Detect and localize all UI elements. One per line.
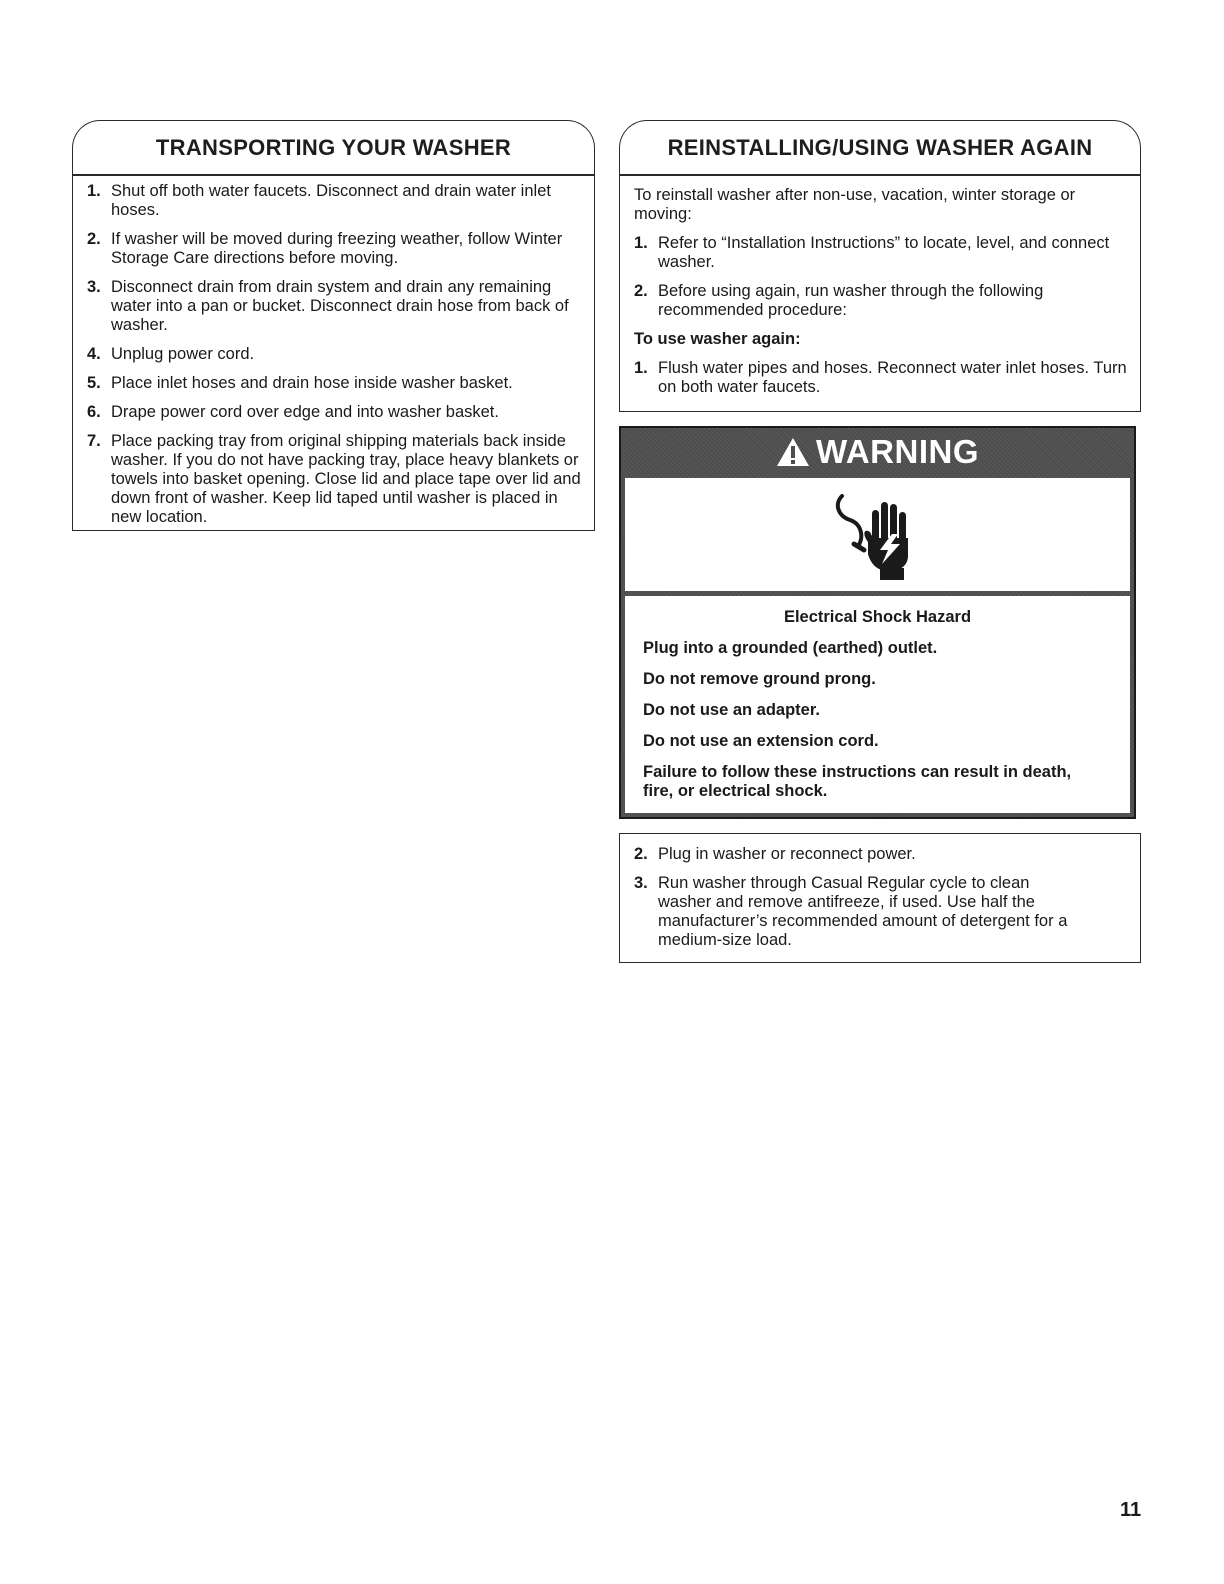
reinstalling-intro: To reinstall washer after non-use, vacation, winter storage or moving: [634, 186, 1076, 223]
list-item: 3. Disconnect drain from drain system and drain any remaining water into a pan or bucket. Disconnect drain hose from back of washer. [87, 278, 569, 334]
list-item: 1. Flush water pipes and hoses. Reconnect water inlet hoses. Turn on both water faucets. [634, 359, 1127, 396]
transporting-section [72, 120, 595, 531]
transporting-box [72, 174, 595, 531]
warning-line: Do not use an extension cord. [643, 732, 879, 750]
warning-line: Do not use an adapter. [643, 701, 820, 719]
use-washer-again-subheading: To use washer again: [634, 330, 801, 348]
reinstalling-title: REINSTALLING/USING WASHER AGAIN [667, 134, 1093, 160]
warning-text-panel [625, 596, 1130, 813]
hazard-title: Electrical Shock Hazard [783, 608, 972, 626]
warning-box [619, 426, 1136, 819]
list-item: 1. Refer to “Installation Instructions” to locate, level, and connect washer. [634, 234, 1110, 271]
warning-triangle-icon [776, 437, 810, 467]
list-item: 7. Place packing tray from original shipping materials back inside washer. If you do not have packing tray, place heavy blankets or towels into basket opening. Close lid and place tape over lid and down front of washer. Keep lid taped until washer is placed in new location. [87, 432, 581, 526]
continued-steps-box [619, 833, 1141, 963]
warning-line: Plug into a grounded (earthed) outlet. [643, 639, 938, 657]
list-item: 3. Run washer through Casual Regular cycle to clean washer and remove antifreeze, if used. Use half the manufacturer’s recommended amount of detergent for a medium-size load. [634, 874, 1068, 949]
list-item: 2. Plug in washer or reconnect power. [634, 845, 916, 863]
list-item: 5. Place inlet hoses and drain hose inside washer basket. [87, 374, 513, 392]
transporting-steps [87, 182, 584, 527]
list-item: 6. Drape power cord over edge and into washer basket. [87, 403, 499, 421]
transporting-title: TRANSPORTING YOUR WASHER [155, 134, 512, 160]
electrical-shock-hand-icon [828, 490, 928, 580]
reinstalling-steps [634, 234, 1130, 320]
page-number: 11 [1120, 1499, 1142, 1521]
warning-icon-panel [625, 478, 1130, 591]
warning-header [621, 428, 1134, 476]
warning-label: WARNING [816, 433, 979, 470]
use-washer-steps [634, 359, 1130, 397]
warning-line: Failure to follow these instructions can result in death, fire, or electrical shock. [643, 763, 1072, 800]
reinstalling-section [619, 120, 1141, 412]
list-item: 1. Shut off both water faucets. Disconnect and drain water inlet hoses. [87, 182, 551, 219]
warning-line: Do not remove ground prong. [643, 670, 876, 688]
transporting-heading-tab [72, 120, 595, 174]
continued-steps [634, 845, 1130, 950]
list-item: 4. Unplug power cord. [87, 345, 255, 363]
reinstalling-box [619, 174, 1141, 412]
reinstalling-heading-tab [619, 120, 1141, 174]
list-item: 2. If washer will be moved during freezing weather, follow Winter Storage Care directions before moving. [87, 230, 563, 267]
list-item: 2. Before using again, run washer through the following recommended procedure: [634, 282, 1044, 319]
